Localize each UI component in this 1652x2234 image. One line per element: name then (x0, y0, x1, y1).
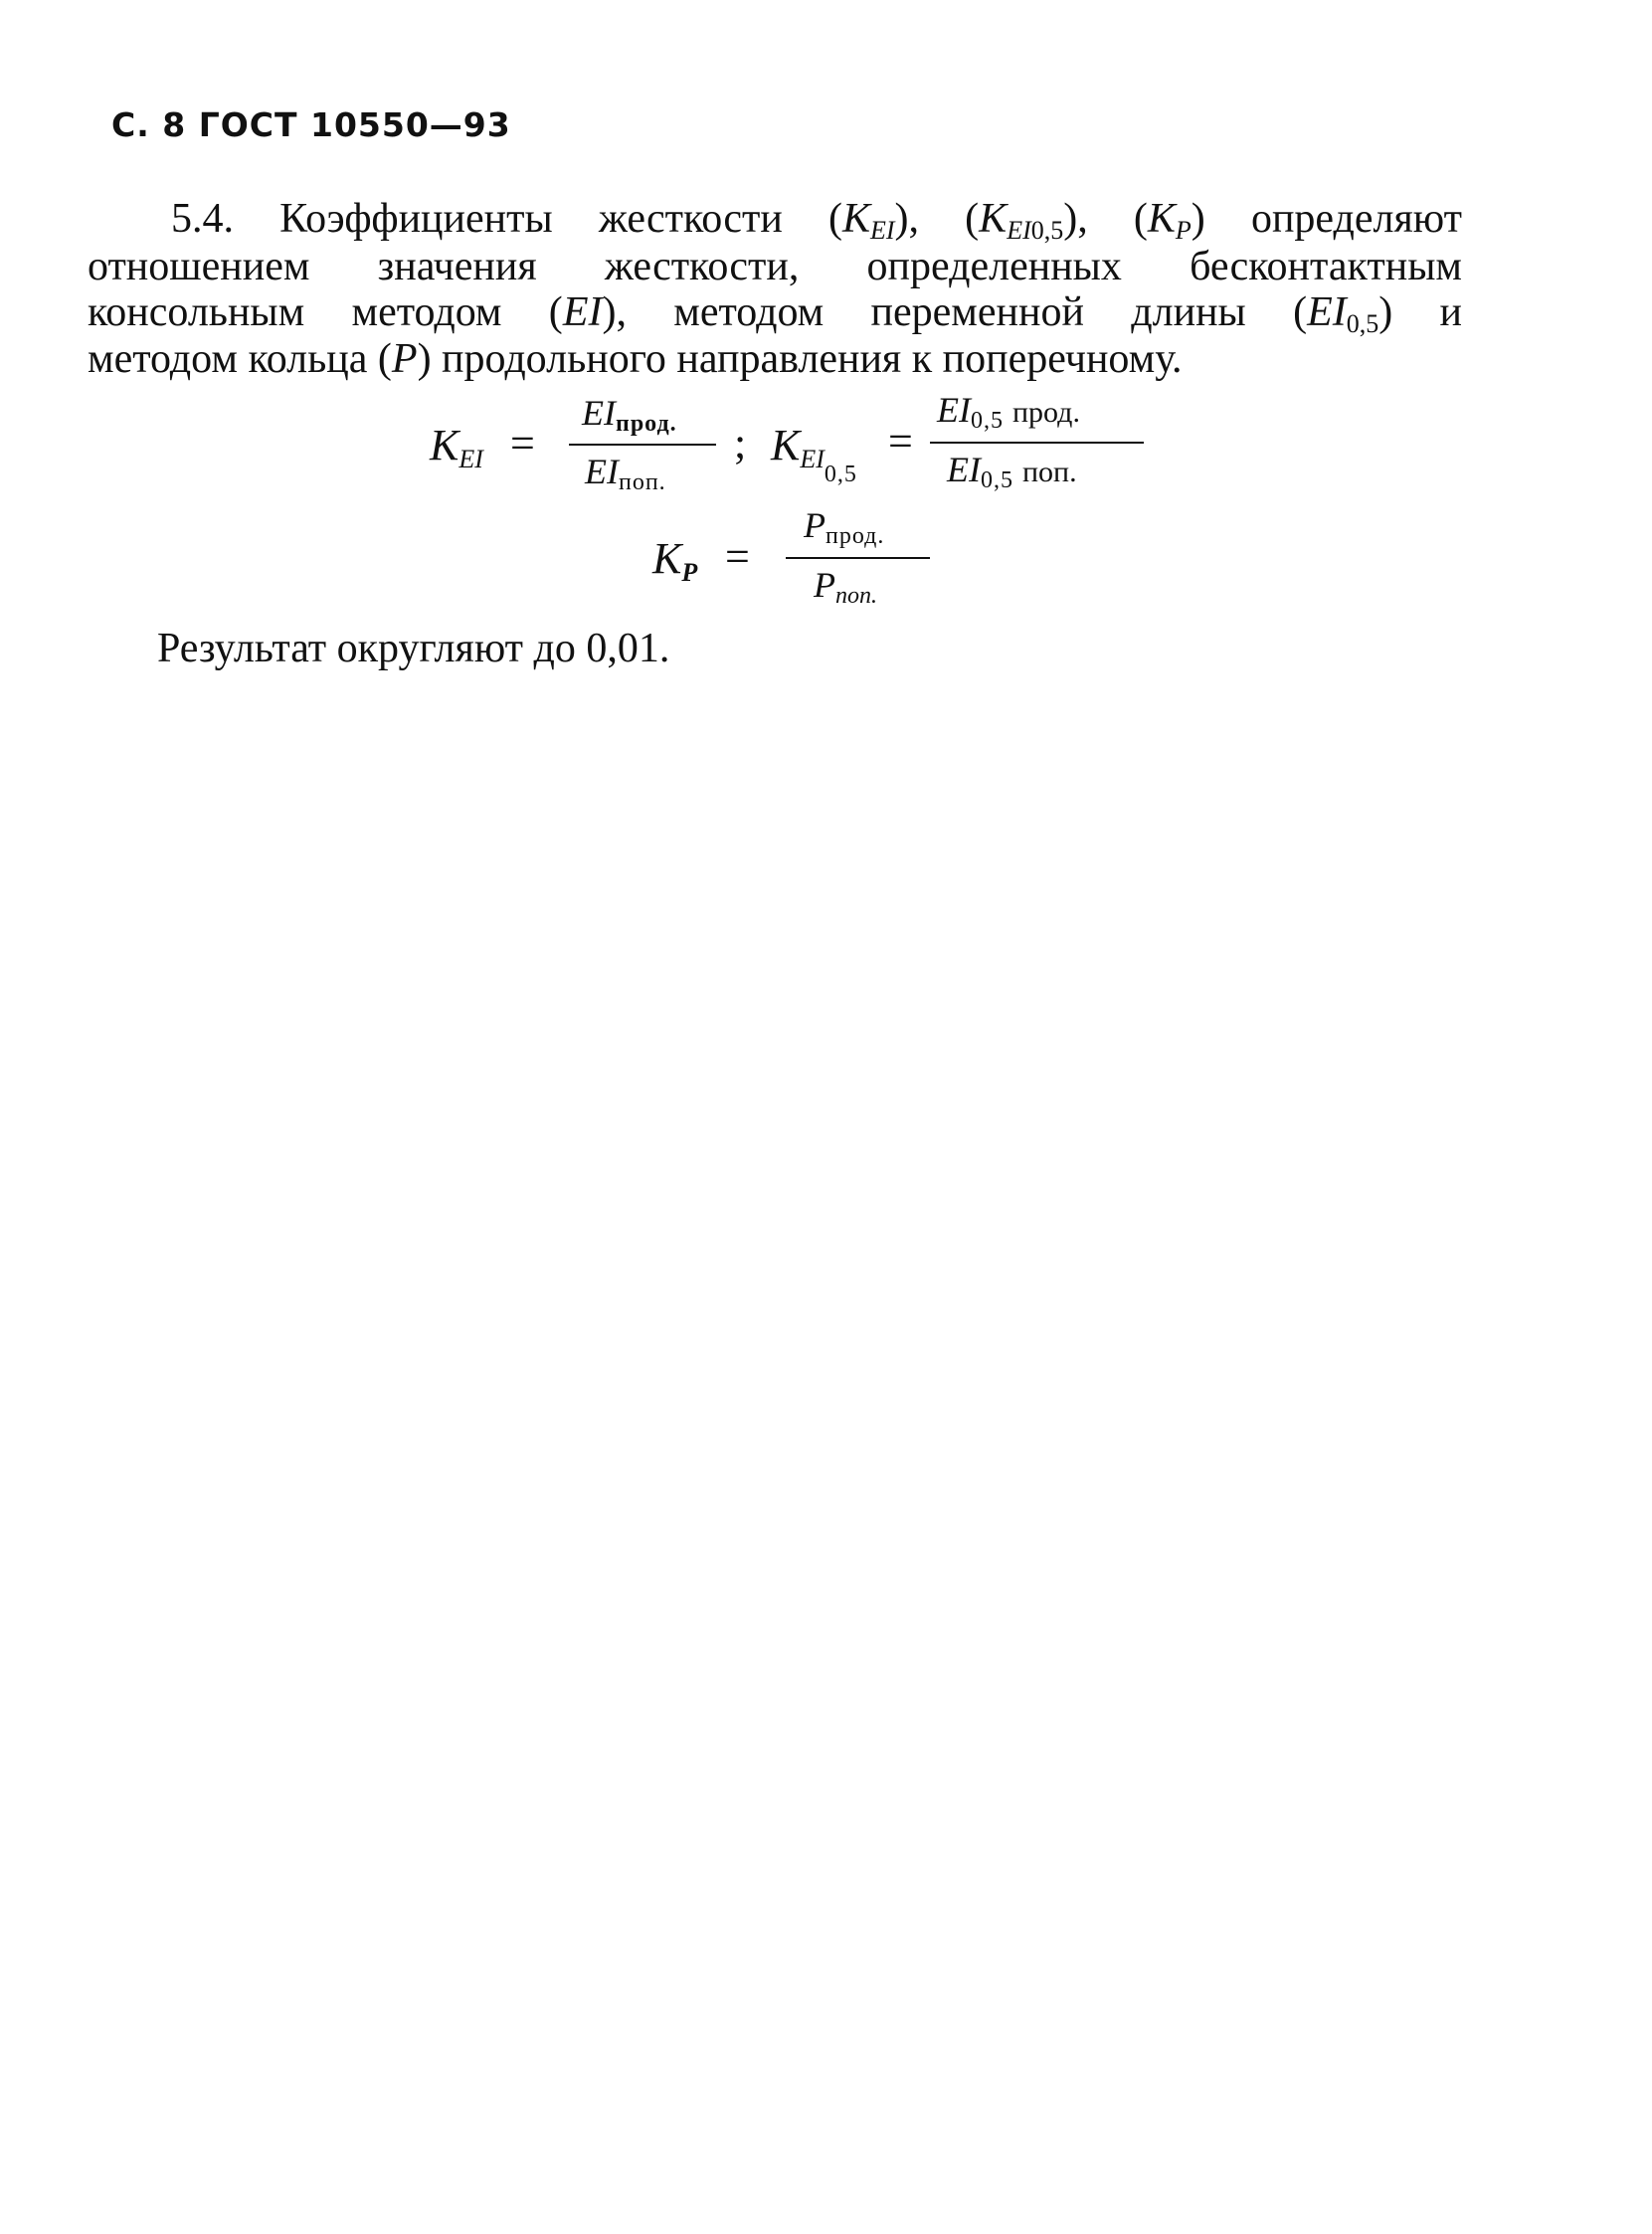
formula-k-ei05-lhs (771, 421, 857, 499)
formula-k-ei-num-sub: прод. (615, 411, 677, 437)
formula-k-p-lhs-subscript: P (681, 558, 698, 587)
k-ei05-subscript: EI (1007, 216, 1031, 245)
ei05-letters: EI (1307, 289, 1347, 335)
formula-k-ei05-num-var: EI (937, 390, 971, 430)
k-ei-letter: K (841, 196, 870, 242)
formula-k-p-lhs (652, 534, 697, 598)
ei05-subscript: 0,5 (1346, 309, 1379, 338)
formula-k-ei05-numerator (937, 390, 1080, 441)
formula-k-ei-denominator (585, 452, 666, 502)
result-line: Результат округляют до 0,01. (157, 626, 670, 671)
formula-k-ei-den-sub: поп. (618, 469, 666, 495)
formula-separator: ; (734, 419, 747, 467)
formula-k-ei05-den-sub: 0,5 (980, 467, 1013, 493)
k-p-symbol (1147, 196, 1192, 245)
k-ei-subscript: EI (869, 216, 895, 245)
formula-k-ei-fraction-bar (569, 444, 716, 446)
formula-k-p-den-var: P (814, 565, 835, 605)
formula-k-p-equals: = (725, 532, 750, 581)
formula-k-ei-lhs-letter: K (430, 421, 459, 469)
line1-mid2: ), ( (1063, 196, 1148, 242)
formula-k-ei-lhs (430, 421, 483, 484)
formula-k-p-num-sub: прод. (826, 523, 885, 549)
formula-k-ei05-den-tail: поп. (1021, 456, 1077, 488)
formula-k-p-denominator (814, 565, 877, 616)
k-ei-symbol (841, 196, 895, 245)
formula-k-p-lhs-letter: K (652, 534, 682, 583)
k-p-subscript: P (1175, 216, 1192, 245)
k-ei05-subscript-number: 0,5 (1030, 216, 1064, 245)
formula-k-p-den-sub: поп. (835, 583, 877, 609)
formula-k-ei-equals: = (510, 419, 535, 467)
line1-prefix: 5.4. Коэффициенты жесткости ( (171, 196, 842, 242)
paragraph-line-4 (88, 335, 1183, 383)
line3-suffix: ) и (1378, 289, 1463, 335)
formula-k-ei05-fraction-bar (930, 442, 1144, 444)
k-ei05-symbol (979, 196, 1064, 245)
formula-k-ei05-den-var: EI (947, 450, 981, 489)
line3-mid: ), методом переменной длины ( (602, 289, 1308, 335)
line4-prefix: методом кольца ( (88, 336, 392, 382)
k-p-letter: K (1147, 196, 1176, 242)
formula-k-ei-lhs-subscript: EI (459, 445, 483, 473)
formula-k-ei05-denominator (947, 450, 1077, 500)
line1-mid1: ), ( (894, 196, 980, 242)
formula-k-ei05-lhs-subscript-number: 0,5 (824, 462, 857, 487)
line4-suffix: ) продольного направления к поперечному. (417, 336, 1183, 382)
formula-k-ei-den-var: EI (585, 452, 619, 491)
formula-k-ei05-equals: = (888, 417, 913, 465)
ei05-symbol (1307, 289, 1379, 338)
formula-k-ei05-num-tail: прод. (1011, 396, 1080, 429)
line1-suffix: ) определяют (1191, 196, 1462, 242)
formula-k-ei05-lhs-subscript: EI (800, 445, 825, 473)
formula-k-p-fraction-bar (786, 557, 930, 559)
line3-prefix: консольным методом ( (88, 289, 563, 335)
formula-k-ei-numerator (582, 393, 677, 444)
formula-k-p-num-var: P (804, 505, 826, 545)
formula-k-ei-num-var: EI (582, 393, 616, 433)
formula-k-p-numerator (804, 505, 884, 556)
formula-k-ei05-lhs-letter: K (771, 421, 801, 469)
formula-k-ei05-num-sub: 0,5 (970, 408, 1004, 434)
p-symbol: P (391, 336, 418, 382)
ei-symbol: EI (562, 289, 603, 335)
k-ei05-letter: K (979, 196, 1008, 242)
page-header: С. 8 ГОСТ 10550—93 (111, 105, 511, 144)
paragraph-line-2: отношением значения жесткости, определенных бесконтактным (88, 244, 1462, 289)
